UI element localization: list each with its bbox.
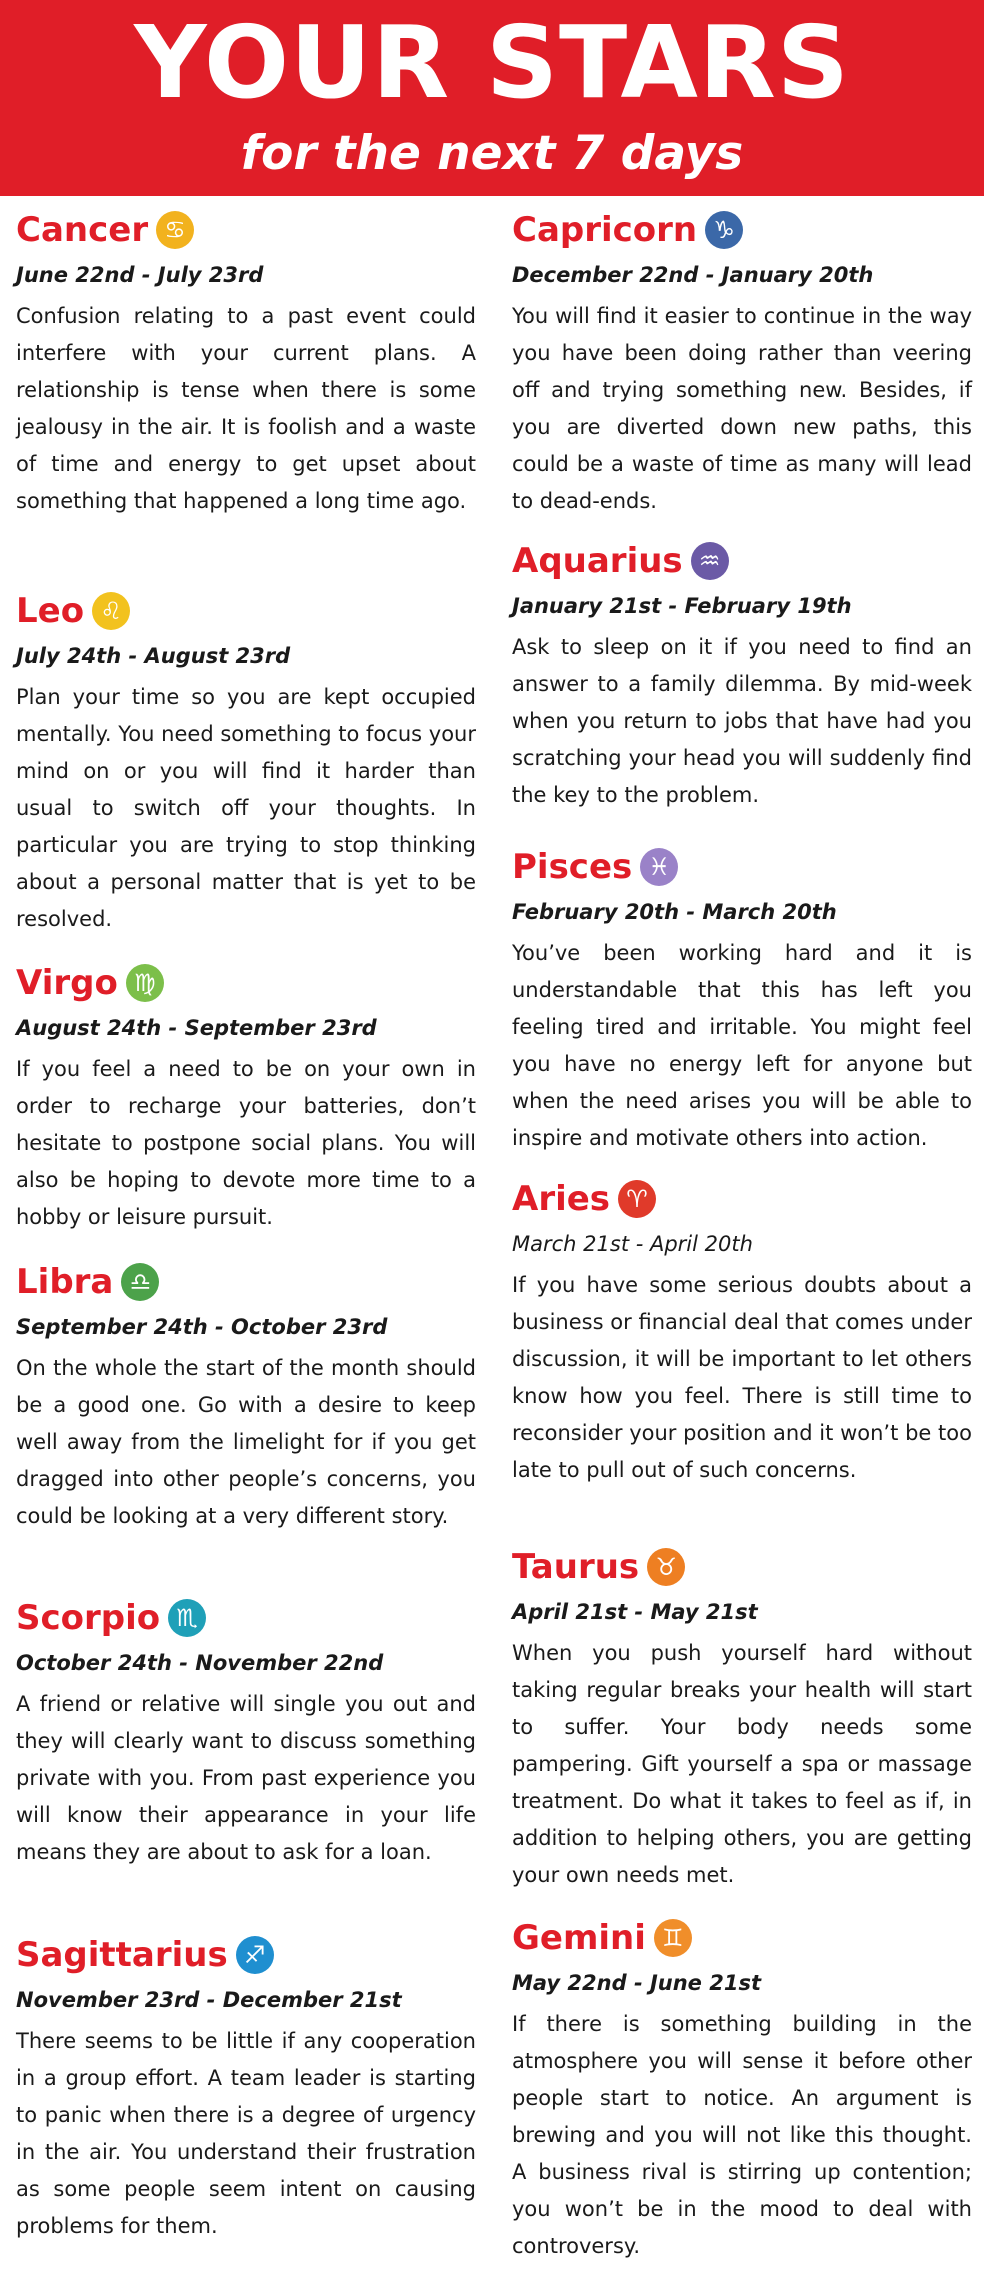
sign-leo bbox=[16, 585, 476, 938]
aquarius-icon: ♒ bbox=[691, 542, 729, 580]
sign-name: Taurus bbox=[512, 1547, 640, 1587]
sign-dates: March 21st - April 20th bbox=[512, 1232, 753, 1256]
sign-pisces bbox=[512, 841, 972, 1157]
sign-capricorn bbox=[512, 204, 972, 520]
sagittarius-icon: ♐ bbox=[236, 1936, 274, 1974]
sign-sagittarius bbox=[16, 1929, 476, 2245]
sign-forecast: On the whole the start of the month should be a good one. Go with a desire to keep well away from the limelight for if you get dragged into other people’s concerns, you could be looking at a very different story. bbox=[16, 1356, 476, 1528]
sign-name: Cancer bbox=[16, 210, 149, 250]
sign-dates: October 24th - November 22nd bbox=[16, 1651, 384, 1675]
sign-aquarius bbox=[512, 535, 972, 814]
sign-dates: January 21st - February 19th bbox=[512, 594, 852, 618]
sign-name: Pisces bbox=[512, 847, 633, 887]
sign-name: Aquarius bbox=[512, 541, 683, 581]
sign-dates: August 24th - September 23rd bbox=[16, 1016, 377, 1040]
sign-name: Virgo bbox=[16, 963, 118, 1003]
sign-dates: November 23rd - December 21st bbox=[16, 1988, 402, 2012]
sign-forecast: There seems to be little if any cooperation in a group effort. A team leader is starting to panic when there is a degree of urgency in the air. You understand their frustration as some people seem intent on causing problems for them. bbox=[16, 2029, 476, 2238]
virgo-icon: ♍ bbox=[126, 964, 164, 1002]
sign-forecast: When you push yourself hard without taking regular breaks your health will start to suffer. Your body needs some pampering. Gift yourself a spa or massage treatment. Do what it takes to feel as if, in addition to helping others, you are getting your own needs met. bbox=[512, 1641, 972, 1887]
sign-name: Gemini bbox=[512, 1918, 646, 1958]
sign-forecast: If there is something building in the atmosphere you will sense it before other people start to notice. An argument is brewing and you will not like this thought. A business rival is stirring up contention; you won’t be in the mood to deal with controversy. bbox=[512, 2012, 972, 2258]
sign-forecast: Plan your time so you are kept occupied mentally. You need something to focus your mind on or you will find it harder than usual to switch off your thoughts. In particular you are trying to stop thinking about a personal matter that is yet to be resolved. bbox=[16, 685, 476, 931]
sign-scorpio bbox=[16, 1592, 476, 1871]
libra-icon: ♎ bbox=[121, 1263, 159, 1301]
sign-libra bbox=[16, 1256, 476, 1535]
sign-dates: February 20th - March 20th bbox=[512, 900, 837, 924]
sign-forecast: You’ve been working hard and it is understandable that this has left you feeling tired and irritable. You might feel you have no energy left for anyone but when the need arises you will be able to inspire and motivate others into action. bbox=[512, 941, 972, 1150]
taurus-icon: ♉ bbox=[647, 1548, 685, 1586]
sign-gemini bbox=[512, 1912, 972, 2265]
sign-forecast: Confusion relating to a past event could interfere with your current plans. A relationship is tense when there is some jealousy in the air. It is foolish and a waste of time and energy to get upset about something that happened a long time ago. bbox=[16, 304, 476, 513]
sign-dates: June 22nd - July 23rd bbox=[16, 263, 264, 287]
sign-forecast: A friend or relative will single you out and they will clearly want to discuss something private with you. From past experience you will know their appearance in your life means they are about to ask for a loan. bbox=[16, 1692, 476, 1864]
sign-name: Capricorn bbox=[512, 210, 698, 250]
sign-name: Sagittarius bbox=[16, 1935, 228, 1975]
page-subtitle: for the next 7 days bbox=[240, 126, 744, 181]
sign-aries bbox=[512, 1173, 972, 1489]
sign-virgo bbox=[16, 957, 476, 1236]
pisces-icon: ♓ bbox=[640, 848, 678, 886]
sign-forecast: You will find it easier to continue in the way you have been doing rather than veering off and trying something new. Besides, if you are diverted down new paths, this could be a waste of time as many will lead to dead-ends. bbox=[512, 304, 972, 513]
gemini-icon: ♊ bbox=[654, 1919, 692, 1957]
sign-cancer bbox=[16, 204, 476, 520]
sign-dates: July 24th - August 23rd bbox=[16, 644, 291, 668]
sign-dates: May 22nd - June 21st bbox=[512, 1971, 761, 1995]
sign-name: Aries bbox=[512, 1179, 611, 1219]
capricorn-icon: ♑ bbox=[705, 211, 743, 249]
page-title: YOUR STARS bbox=[134, 4, 850, 121]
sign-name: Leo bbox=[16, 591, 85, 631]
sign-forecast: Ask to sleep on it if you need to find an answer to a family dilemma. By mid-week when you return to jobs that have had you scratching your head you will suddenly find the key to the problem. bbox=[512, 635, 972, 807]
cancer-icon: ♋ bbox=[156, 211, 194, 249]
sign-taurus bbox=[512, 1541, 972, 1894]
sign-dates: December 22nd - January 20th bbox=[512, 263, 874, 287]
header-banner bbox=[0, 0, 984, 196]
sign-forecast: If you feel a need to be on your own in order to recharge your batteries, don’t hesitate to postpone social plans. You will also be hoping to devote more time to a hobby or leisure pursuit. bbox=[16, 1057, 476, 1229]
scorpio-icon: ♏ bbox=[168, 1599, 206, 1637]
leo-icon: ♌ bbox=[92, 592, 130, 630]
aries-icon: ♈ bbox=[618, 1180, 656, 1218]
sign-forecast: If you have some serious doubts about a business or financial deal that comes under discussion, it will be important to let others know how you feel. There is still time to reconsider your position and it won’t be too late to pull out of such concerns. bbox=[512, 1273, 972, 1482]
sign-name: Scorpio bbox=[16, 1598, 161, 1638]
sign-name: Libra bbox=[16, 1262, 114, 1302]
sign-dates: September 24th - October 23rd bbox=[16, 1315, 388, 1339]
sign-dates: April 21st - May 21st bbox=[512, 1600, 758, 1624]
